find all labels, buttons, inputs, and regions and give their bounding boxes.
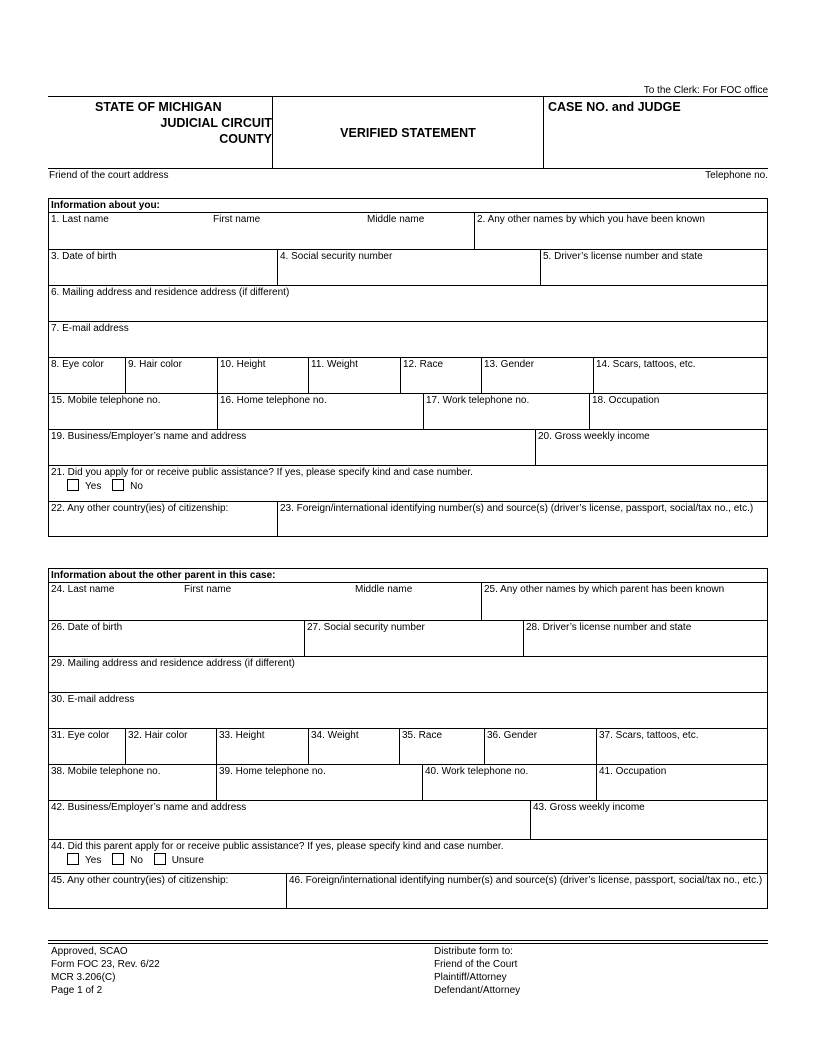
state-label: STATE OF MICHIGAN xyxy=(95,100,222,114)
label-other-foreign-id: 46. Foreign/international identifying number(s) and source(s) (driver’s license, passport, social/tax no., etc.) xyxy=(289,875,763,886)
field-other-names-parent[interactable] xyxy=(481,583,767,620)
footer-dist-plaintiff: Plaintiff/Attorney xyxy=(434,972,507,983)
footer-distribute: Distribute form to: xyxy=(434,946,513,957)
label-other-dob: 26. Date of birth xyxy=(51,622,123,633)
section-you-heading: Information about you: xyxy=(51,200,160,211)
label-mobile-phone: 15. Mobile telephone no. xyxy=(51,395,161,406)
field-last-name[interactable] xyxy=(49,213,474,249)
field-ssn[interactable] xyxy=(277,250,540,285)
label-license: 5. Driver’s license number and state xyxy=(543,251,703,262)
label-other-race: 35. Race xyxy=(402,730,443,741)
no-checkbox[interactable] xyxy=(112,479,124,491)
field-other-citizenship[interactable] xyxy=(49,874,286,908)
field-dob[interactable] xyxy=(49,250,277,285)
field-other-race[interactable] xyxy=(399,729,484,764)
field-other-email[interactable] xyxy=(49,693,767,728)
label-last-name: 1. Last name xyxy=(51,214,109,225)
label-scars: 14. Scars, tattoos, etc. xyxy=(596,359,696,370)
label-height: 10. Height xyxy=(220,359,266,370)
footer-dist-foc: Friend of the Court xyxy=(434,959,518,970)
field-other-weight[interactable] xyxy=(308,729,399,764)
field-other-ssn[interactable] xyxy=(304,621,523,656)
footer-left xyxy=(51,945,160,997)
footer-form-number: Form FOC 23, Rev. 6/22 xyxy=(51,959,160,970)
other-assistance-options xyxy=(67,853,212,866)
form-title: VERIFIED STATEMENT xyxy=(272,97,544,168)
clerk-note: To the Clerk: For FOC office xyxy=(643,85,768,96)
label-other-public-assistance: 44. Did this parent apply for or receive public assistance? If yes, please specify kind and case number. xyxy=(51,841,504,852)
field-other-hair-color[interactable] xyxy=(125,729,216,764)
label-other-income: 43. Gross weekly income xyxy=(533,802,645,813)
field-address[interactable] xyxy=(49,286,767,321)
assistance-options xyxy=(67,479,151,492)
other-yes-checkbox[interactable] xyxy=(67,853,79,865)
section-you xyxy=(48,198,768,537)
label-other-work-phone: 40. Work telephone no. xyxy=(425,766,529,777)
field-home-phone[interactable] xyxy=(217,394,423,429)
field-other-gender[interactable] xyxy=(484,729,596,764)
label-gender: 13. Gender xyxy=(484,359,535,370)
foc-address-field[interactable]: Friend of the court address xyxy=(49,170,169,181)
label-other-email: 30. E-mail address xyxy=(51,694,135,705)
field-other-occupation[interactable] xyxy=(596,765,767,800)
section-other-heading: Information about the other parent in this case: xyxy=(51,570,276,581)
label-other-names: 2. Any other names by which you have been known xyxy=(477,214,705,225)
field-scars[interactable] xyxy=(593,358,767,393)
label-email: 7. E-mail address xyxy=(51,323,129,334)
label-other-last-name: 24. Last name xyxy=(51,584,115,595)
label-middle-name: Middle name xyxy=(367,214,425,225)
footer-right xyxy=(434,945,520,997)
other-yes-label: Yes xyxy=(85,855,102,866)
label-other-scars: 37. Scars, tattoos, etc. xyxy=(599,730,699,741)
label-other-license: 28. Driver’s license number and state xyxy=(526,622,692,633)
field-occupation[interactable] xyxy=(589,394,767,429)
field-mobile-phone[interactable] xyxy=(49,394,217,429)
other-no-checkbox[interactable] xyxy=(112,853,124,865)
label-address: 6. Mailing address and residence address (if different) xyxy=(51,287,290,298)
field-other-dob[interactable] xyxy=(49,621,304,656)
yes-label: Yes xyxy=(85,481,102,492)
field-other-employer[interactable] xyxy=(49,801,530,839)
field-email[interactable] xyxy=(49,322,767,357)
footer-divider xyxy=(48,940,768,944)
field-other-home-phone[interactable] xyxy=(216,765,422,800)
field-other-eye-color[interactable] xyxy=(49,729,125,764)
section-other-parent xyxy=(48,568,768,909)
other-unsure-label: Unsure xyxy=(171,855,204,866)
label-home-phone: 16. Home telephone no. xyxy=(220,395,327,406)
field-eye-color[interactable] xyxy=(49,358,125,393)
no-label: No xyxy=(130,481,143,492)
field-other-public-assistance xyxy=(49,840,767,873)
label-first-name: First name xyxy=(213,214,261,225)
field-other-names[interactable] xyxy=(474,213,767,249)
label-other-gender: 36. Gender xyxy=(487,730,538,741)
label-citizenship: 22. Any other country(ies) of citizenship: xyxy=(51,503,229,514)
label-other-eye-color: 31. Eye color xyxy=(51,730,110,741)
label-race: 12. Race xyxy=(403,359,444,370)
foc-telephone-field[interactable]: Telephone no. xyxy=(705,170,768,181)
field-race[interactable] xyxy=(400,358,481,393)
field-income[interactable] xyxy=(535,430,767,465)
label-occupation: 18. Occupation xyxy=(592,395,660,406)
label-income: 20. Gross weekly income xyxy=(538,431,650,442)
label-other-middle-name: Middle name xyxy=(355,584,413,595)
label-eye-color: 8. Eye color xyxy=(51,359,104,370)
label-ssn: 4. Social security number xyxy=(280,251,393,262)
label-other-weight: 34. Weight xyxy=(311,730,359,741)
label-other-address: 29. Mailing address and residence address (if different) xyxy=(51,658,295,669)
footer-approved: Approved, SCAO xyxy=(51,946,128,957)
label-other-names-parent: 25. Any other names by which parent has been known xyxy=(484,584,725,595)
field-other-work-phone[interactable] xyxy=(422,765,596,800)
field-other-license[interactable] xyxy=(523,621,767,656)
field-foreign-id[interactable] xyxy=(277,502,767,536)
label-public-assistance: 21. Did you apply for or receive public assistance? If yes, please specify kind and case number. xyxy=(51,467,473,478)
field-height[interactable] xyxy=(217,358,308,393)
county-label: COUNTY xyxy=(219,132,272,146)
label-other-hair-color: 32. Hair color xyxy=(128,730,188,741)
field-public-assistance xyxy=(49,466,767,501)
label-other-citizenship: 45. Any other country(ies) of citizenship: xyxy=(51,875,229,886)
footer-page: Page 1 of 2 xyxy=(51,985,103,996)
form-header xyxy=(48,96,768,169)
field-other-scars[interactable] xyxy=(596,729,767,764)
label-hair-color: 9. Hair color xyxy=(128,359,182,370)
field-license[interactable] xyxy=(540,250,767,285)
yes-checkbox[interactable] xyxy=(67,479,79,491)
footer-mcr: MCR 3.206(C) xyxy=(51,972,116,983)
case-no-field[interactable]: CASE NO. and JUDGE xyxy=(548,100,681,114)
label-employer: 19. Business/Employer’s name and address xyxy=(51,431,247,442)
label-other-home-phone: 39. Home telephone no. xyxy=(219,766,326,777)
label-weight: 11. Weight xyxy=(311,359,358,370)
field-citizenship[interactable] xyxy=(49,502,277,536)
field-employer[interactable] xyxy=(49,430,535,465)
label-other-occupation: 41. Occupation xyxy=(599,766,667,777)
label-other-height: 33. Height xyxy=(219,730,265,741)
field-hair-color[interactable] xyxy=(125,358,217,393)
footer-dist-defendant: Defendant/Attorney xyxy=(434,985,521,996)
field-other-mobile-phone[interactable] xyxy=(49,765,216,800)
field-other-height[interactable] xyxy=(216,729,308,764)
label-foreign-id: 23. Foreign/international identifying number(s) and source(s) (driver’s license, passport, social/tax no., etc.) xyxy=(280,503,754,514)
other-unsure-checkbox[interactable] xyxy=(154,853,166,865)
field-work-phone[interactable] xyxy=(423,394,589,429)
circuit-label: JUDICIAL CIRCUIT xyxy=(160,116,272,130)
label-other-ssn: 27. Social security number xyxy=(307,622,425,633)
label-other-mobile-phone: 38. Mobile telephone no. xyxy=(51,766,161,777)
field-gender[interactable] xyxy=(481,358,593,393)
label-dob: 3. Date of birth xyxy=(51,251,117,262)
court-block xyxy=(48,97,272,168)
label-work-phone: 17. Work telephone no. xyxy=(426,395,530,406)
other-no-label: No xyxy=(130,855,143,866)
field-other-income[interactable] xyxy=(530,801,767,839)
field-weight[interactable] xyxy=(308,358,400,393)
label-other-employer: 42. Business/Employer’s name and address xyxy=(51,802,247,813)
label-other-first-name: First name xyxy=(184,584,232,595)
field-other-last-name[interactable] xyxy=(49,583,481,620)
field-other-address[interactable] xyxy=(49,657,767,692)
field-other-foreign-id[interactable] xyxy=(286,874,767,908)
